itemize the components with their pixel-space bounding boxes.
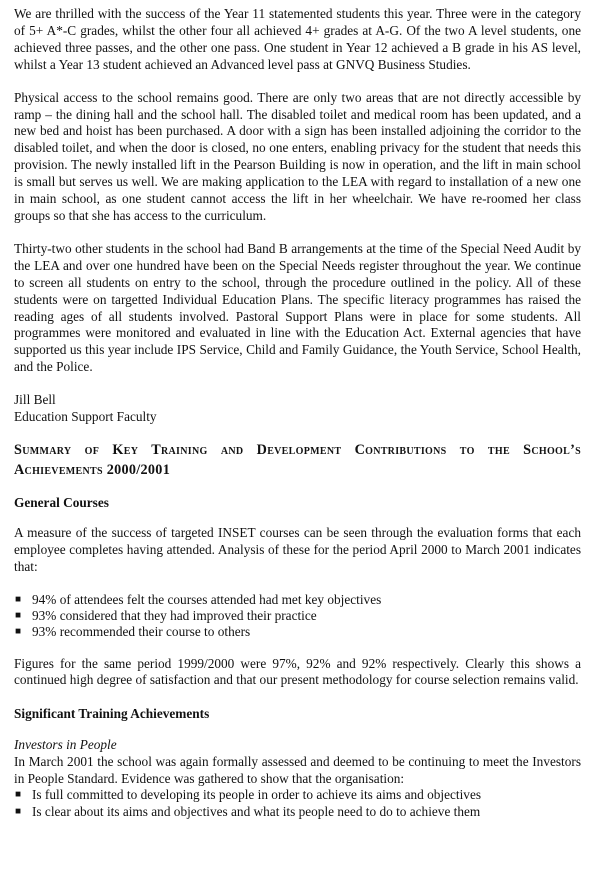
signature-faculty: Education Support Faculty [14,409,157,425]
paragraph-band-b-students: Thirty-two other students in the school had Band B arrangements at the time of the Special Need Audit by the LEA and over one hundred have been on the Special Needs register throughout the year. We continue to screen all students on entry to the school, through the procedure outlined in the policy. All of these students were on targetted Individual Education Plans. The specific literacy programmes has raised the reading ages of all students involved. Pastoral Support Plans were in place for some students. All programmes were monitored and evaluated in line with the Education Act. External agencies that have supported us this year include IPS Service, Child and Family Guidance, the Youth Service, School Health, and the Police. [14,240,581,375]
bullet-icon: ■ [15,626,22,638]
list-item-text: 93% considered that they had improved their practice [32,607,317,623]
significant-training-title: Significant Training Achievements [14,706,210,722]
investors-in-people-text: In March 2001 the school was again formally assessed and deemed to be continuing to meet the Investors in People Standard. Evidence was gathered to show that the organisation: [14,753,581,786]
stats-bullet-list [14,592,581,641]
section-heading: Summary of Key Training and Development Contributions to the School’s Achievements 2000/2001 [14,441,581,478]
bullet-icon: ■ [15,805,22,817]
list-item [14,608,581,624]
list-item-text: 93% recommended their course to others [32,624,251,640]
list-item-text: Is clear about its aims and objectives and what its people need to do to achieve them [32,803,481,819]
list-item [14,804,581,820]
list-item-text: Is full committed to developing its people in order to achieve its aims and objectives [32,787,482,803]
bullet-icon: ■ [15,593,22,605]
document-page [14,6,581,820]
paragraph-exam-results: We are thrilled with the success of the Year 11 statemented students this year. Three were in the category of 5+ A*-C grades, whilst the other four all achieved 4+ grades at A-G. Of the two A level students, one achieved three passes, and the other one pass. One student in Year 12 achieved a B grade in his AS level, whilst a Year 13 student achieved an Advanced level pass at GNVQ Business Studies. [14,6,581,72]
investors-in-people-title: Investors in People [14,737,117,753]
comparison-paragraph: Figures for the same period 1999/2000 were 97%, 92% and 92% respectively. Clearly this shows a continued high degree of satisfaction and that our present methodology for course selection remains valid. [14,655,581,688]
list-item [14,624,581,640]
general-courses-title: General Courses [14,494,109,510]
iip-bullet-list [14,787,581,820]
bullet-icon: ■ [15,789,22,801]
paragraph-physical-access: Physical access to the school remains good. There are only two areas that are not directly accessible by ramp – the dining hall and the school hall. The disabled toilet and medical room has been updated, and a new bed and hoist has been purchased. A door with a sign has been installed adjoining the corridor to the disabled toilet, and when the door is closed, no one enters, enabling privacy for the student that needs this provision. The newly installed lift in the Pearson Building is now in operation, and the lift in main school is small but serves us well. We are making application to the LEA with regard to installation of a new one in main school, as one student cannot access the lift in her wheelchair. We have re-roomed her class groups so that she has access to the curriculum. [14,89,581,223]
signature-name: Jill Bell [14,392,56,408]
general-courses-intro: A measure of the success of targeted INSET courses can be seen through the evaluation forms that each employee completes having attended. Analysis of these for the period April 2000 to March 2001 indicates that: [14,524,581,574]
bullet-icon: ■ [15,609,22,621]
list-item [14,592,581,608]
list-item-text: 94% of attendees felt the courses attended had met key objectives [32,591,382,607]
list-item [14,787,581,803]
